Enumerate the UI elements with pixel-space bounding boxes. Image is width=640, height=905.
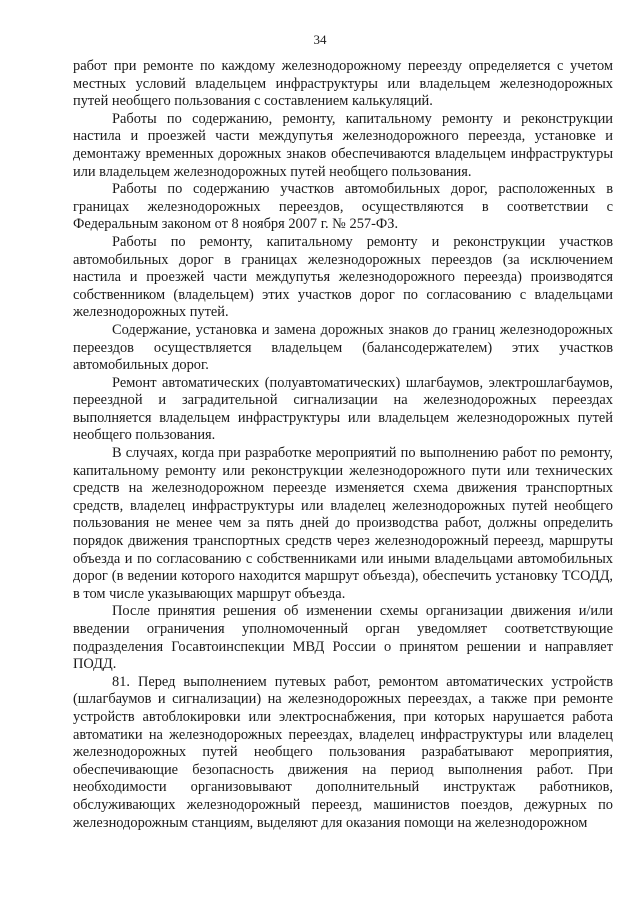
paragraph-road-maintenance: Работы по содержанию участков автомобильных дорог, расположенных в границах железнодорожных переездов, осуществляются в соответствии с Федеральным законом от 8 ноября 2007 г. № 257-ФЗ. (73, 181, 613, 233)
paragraph-road-repair: Работы по ремонту, капитальному ремонту и реконструкции участков автомобильных дорог в границах железнодорожных переездов (за исключением настила и проезжей части междупутья железнодорожного переезда) производятся собственником (владельцем) этих участков дорог по согласованию с владельцами железнодорожных путей. (73, 233, 613, 321)
paragraph-notification: После принятия решения об изменении схемы организации движения и/или введении ограничения уполномоченный орган уведомляет соответствующие подразделения Госавтоинспекции МВД России о принятом решении и направляет ПОДД. (73, 603, 613, 673)
paragraph-continuation: работ при ремонте по каждому железнодорожному переезду определяется с учетом местных условий владельцем инфраструктуры или владельцем железнодорожных путей необщего пользования с составлением калькуляций. (73, 58, 613, 110)
paragraph-barrier-repair: Ремонт автоматических (полуавтоматических) шлагбаумов, электрошлагбаумов, переездной и заградительной сигнализации на железнодорожных переездах выполняется владельцем инфраструктуры или владельцем железнодорожных путей необщего пользования. (73, 374, 613, 444)
paragraph-crossing-deck-works: Работы по содержанию, ремонту, капитальному ремонту и реконструкции настила и проезжей части междупутья железнодорожного переезда, установке и демонтажу временных дорожных знаков обеспечиваются владельцем инфраструктуры или владельцем железнодорожных путей необщего пользования. (73, 110, 613, 180)
paragraph-item-81: 81. Перед выполнением путевых работ, ремонтом автоматических устройств (шлагбаумов и сигнализации) на железнодорожных переездах, а также при ремонте устройств автоблокировки или электроснабжения, при которых нарушается работа автоматики на железнодорожных переездах, владелец инфраструктуры или владелец железнодорожных путей необщего пользования разрабатывают мероприятия, обеспечивающие безопасность движения на период выполнения работ. При необходимости организовывают дополнительный инструктаж работников, обслуживающих железнодорожный переезд, машинистов поездов, дежурных по железнодорожным станциям, выделяют для оказания помощи на железнодорожном (73, 673, 613, 831)
page-number: 34 (313, 32, 327, 47)
paragraph-road-signs: Содержание, установка и замена дорожных знаков до границ железнодорожных переездов осуществляется владельцем (балансодержателем) этих участков автомобильных дорог. (73, 321, 613, 374)
document-body (73, 58, 613, 832)
paragraph-traffic-scheme-change: В случаях, когда при разработке мероприятий по выполнению работ по ремонту, капитальному ремонту или реконструкции железнодорожного пути или технических средств на железнодорожном переезде изменяется схема движения транспортных средств, владелец инфраструктуры или владелец железнодорожных путей необщего пользования не менее чем за пять дней до производства работ, должны определить порядок движения транспортных средств через железнодорожный переезд, маршруты объезда и по согласованию с собственниками или иными владельцами автомобильных дорог (в ведении которого находится маршрут объезда), обеспечить установку ТСОДД, в том числе указывающих маршрут объезда. (73, 445, 613, 602)
